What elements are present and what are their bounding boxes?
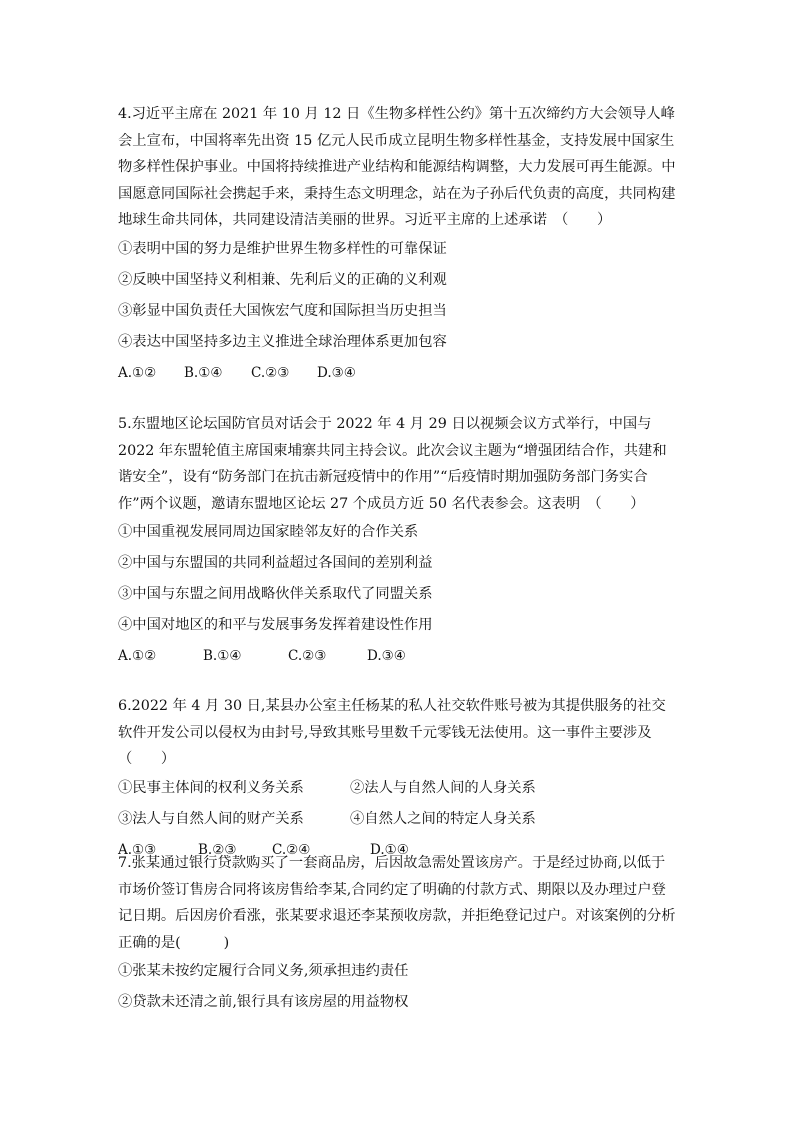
answer-choices [118,641,678,672]
question-stem: 6.2022 年 4 月 30 日,某县办公室主任杨某的私人社交软件账号被为其提供服务的社交软件开发公司以侵权为由封号,导致其账号里数千元零钱无法使用。这一事件主要涉及（ ） [118,698,666,767]
question-7 [118,850,678,1018]
question-5 [118,411,678,672]
answer-choice: D.①④ [370,841,409,858]
answer-choice: D.③④ [317,364,356,381]
statement-option: ②法人与自然人间的人身关系 [350,779,536,796]
option-row [118,773,678,804]
answer-choice: A.①③ [118,841,157,858]
statement-option: ①表明中国的努力是维护世界生物多样性的可靠保证 [118,240,447,257]
answer-choice: B.①④ [203,648,242,664]
statement-option: ②中国与东盟国的共同利益超过各国间的差别利益 [118,555,433,571]
statement-option: ④自然人之间的特定人身关系 [350,810,536,827]
statement-option: ③彰显中国负责任大国恢宏气度和国际担当历史担当 [118,302,447,319]
answer-choice: B.②③ [198,841,237,858]
answer-choice: A.①② [118,364,157,381]
option-row [118,804,678,835]
statement-option: ②贷款未还清之前,银行具有该房屋的用益物权 [118,994,409,1010]
answer-choice: B.①④ [184,364,223,381]
answer-choices [118,358,678,389]
question-6 [118,693,678,866]
question-stem: 7.张某通过银行贷款购买了一套商品房，后因故急需处置该房产。于是经过协商,以低于市场价签订售房合同将该房售给李某,合同约定了明确的付款方式、期限以及办理过户登记日期。后因房价看涨，张某要求退还李某预收房款，并拒绝登记过户。对该案例的分析正确的是( ) [118,855,676,951]
answer-choice: C.②③ [251,364,290,381]
question-stem: 4.习近平主席在 2021 年 10 月 12 日《生物多样性公约》第十五次缔约方大会领导人峰会上宣布，中国将率先出资 15 亿元人民币成立昆明生物多样性基金，支持发展中国家生物多样性保护事业。中国将持续推进产业结构和能源结构调整，大力发展可再生能源。中国愿意同国际社会携起手来，秉持生态文明理念，站在为子孙后代负责的高度，共同构建地球生命共同体，共同建设清洁美丽的世界。习近平主席的上述承诺 （ ） [118,106,676,228]
question-stem: 5.东盟地区论坛国防官员对话会于 2022 年 4 月 29 日以视频会议方式举行，中国与 2022 年东盟轮值主席国柬埔寨共同主持会议。此次会议主题为“增强团结合作，共建和谐安全”，设有“防务部门在抗击新冠疫情中的作用”“后疫情时期加强防务部门务实合作”两个议题，邀请东盟地区论坛 27 个成员方近 50 名代表参会。这表明 （ ） [118,416,667,512]
statement-option: ④中国对地区的和平与发展事务发挥着建设性作用 [118,617,433,633]
answer-choice: A.①② [118,648,157,664]
statement-option: ③法人与自然人间的财产关系 [118,810,304,827]
statement-option: ①张某未按约定履行合同义务,须承担违约责任 [118,963,409,979]
statement-option: ③中国与东盟之间用战略伙伴关系取代了同盟关系 [118,586,433,602]
answer-choice: D.③④ [367,648,406,664]
statement-option: ①民事主体间的权利义务关系 [118,779,304,796]
statement-option: ①中国重视发展同周边国家睦邻友好的合作关系 [118,524,419,540]
statement-option: ②反映中国坚持义利相兼、先利后义的正确的义利观 [118,271,447,288]
question-4 [118,101,678,389]
statement-option: ④表达中国坚持多边主义推进全球治理体系更加包容 [118,333,447,350]
answer-choice: C.②③ [288,648,327,664]
answer-choice: C.②④ [272,841,311,858]
